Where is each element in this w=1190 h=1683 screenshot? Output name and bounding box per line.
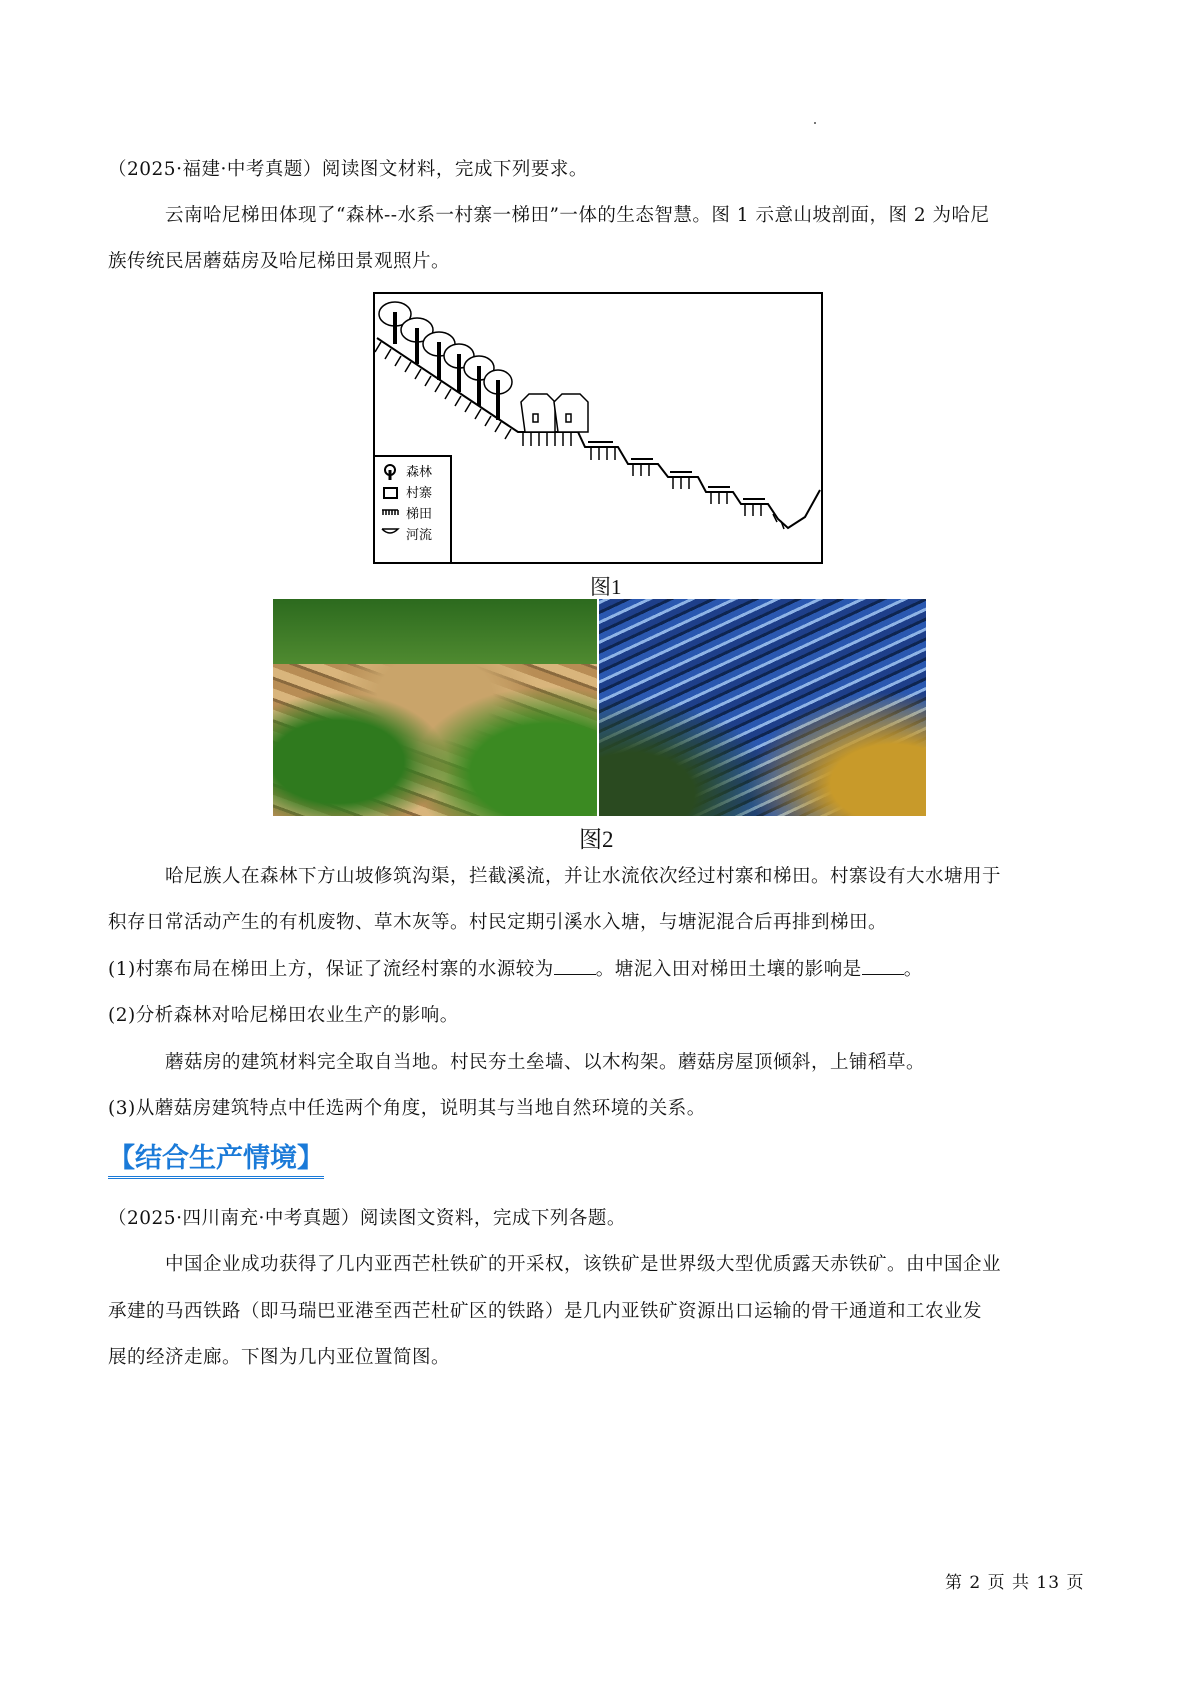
- figure1-caption: 图1: [590, 575, 622, 599]
- sub1-text-c: 。: [903, 959, 923, 980]
- q1-para-line1: 哈尼族人在森林下方山坡修筑沟渠，拦截溪流，并让水流依次经过村寨和梯田。村寨设有大水塘用于: [165, 866, 1002, 887]
- q2-line2: 承建的马西铁路（即马瑞巴亚港至西芒杜矿区的铁路）是几内亚铁矿资源出口运输的骨干通道和工农业发: [108, 1301, 983, 1322]
- stray-mark: [814, 122, 816, 124]
- q1-sub1: [108, 955, 923, 981]
- legend-box: [374, 456, 451, 563]
- hani-terraces-photo: [599, 599, 926, 816]
- q1-para-line2: 积存日常活动产生的有机废物、草木灰等。村民定期引溪水入塘，与塘泥混合后再排到梯田。: [108, 912, 888, 933]
- legend-village: 村寨: [406, 486, 433, 501]
- legend-forest: 森林: [406, 465, 433, 480]
- figure1-slope-profile: [373, 292, 823, 564]
- page-number: 第 2 页 共 13 页: [945, 1573, 1085, 1593]
- legend-river: 河流: [406, 528, 433, 543]
- q1-sub3: (3)从蘑菇房建筑特点中任选两个角度，说明其与当地自然环境的关系。: [108, 1098, 706, 1119]
- q1-intro-line1: 云南哈尼梯田体现了“森林--水系一村寨一梯田”一体的生态智慧。图 1 示意山坡剖面，图 2 为哈尼: [165, 205, 990, 226]
- q1-para2: 蘑菇房的建筑材料完全取自当地。村民夯土垒墙、以木构架。蘑菇房屋顶倾斜，上铺稻草。: [165, 1052, 926, 1073]
- figure2-caption: 图2: [579, 827, 614, 852]
- sub1-text-b: 。塘泥入田对梯田土壤的影响是: [595, 959, 862, 980]
- legend-terrace: 梯田: [406, 507, 433, 522]
- q2-line1: 中国企业成功获得了几内亚西芒杜铁矿的开采权，该铁矿是世界级大型优质露天赤铁矿。由中国企业: [165, 1254, 1002, 1275]
- q1-source: （2025·福建·中考真题）阅读图文材料，完成下列要求。: [108, 159, 588, 180]
- q2-line3: 展的经济走廊。下图为几内亚位置简图。: [108, 1347, 451, 1368]
- q2-source: （2025·四川南充·中考真题）阅读图文资料，完成下列各题。: [108, 1208, 626, 1229]
- q1-sub2: (2)分析森林对哈尼梯田农业生产的影响。: [108, 1005, 459, 1026]
- sub1-text-a: (1)村寨布局在梯田上方，保证了流经村寨的水源较为: [108, 959, 554, 980]
- section-heading: 【结合生产情境】: [108, 1142, 324, 1179]
- q1-intro-line2: 族传统民居蘑菇房及哈尼梯田景观照片。: [108, 251, 451, 272]
- answer-blank-1[interactable]: [554, 958, 596, 975]
- figure2-photos: [273, 599, 926, 816]
- answer-blank-2[interactable]: [862, 958, 904, 975]
- mushroom-house-village-photo: [273, 599, 597, 816]
